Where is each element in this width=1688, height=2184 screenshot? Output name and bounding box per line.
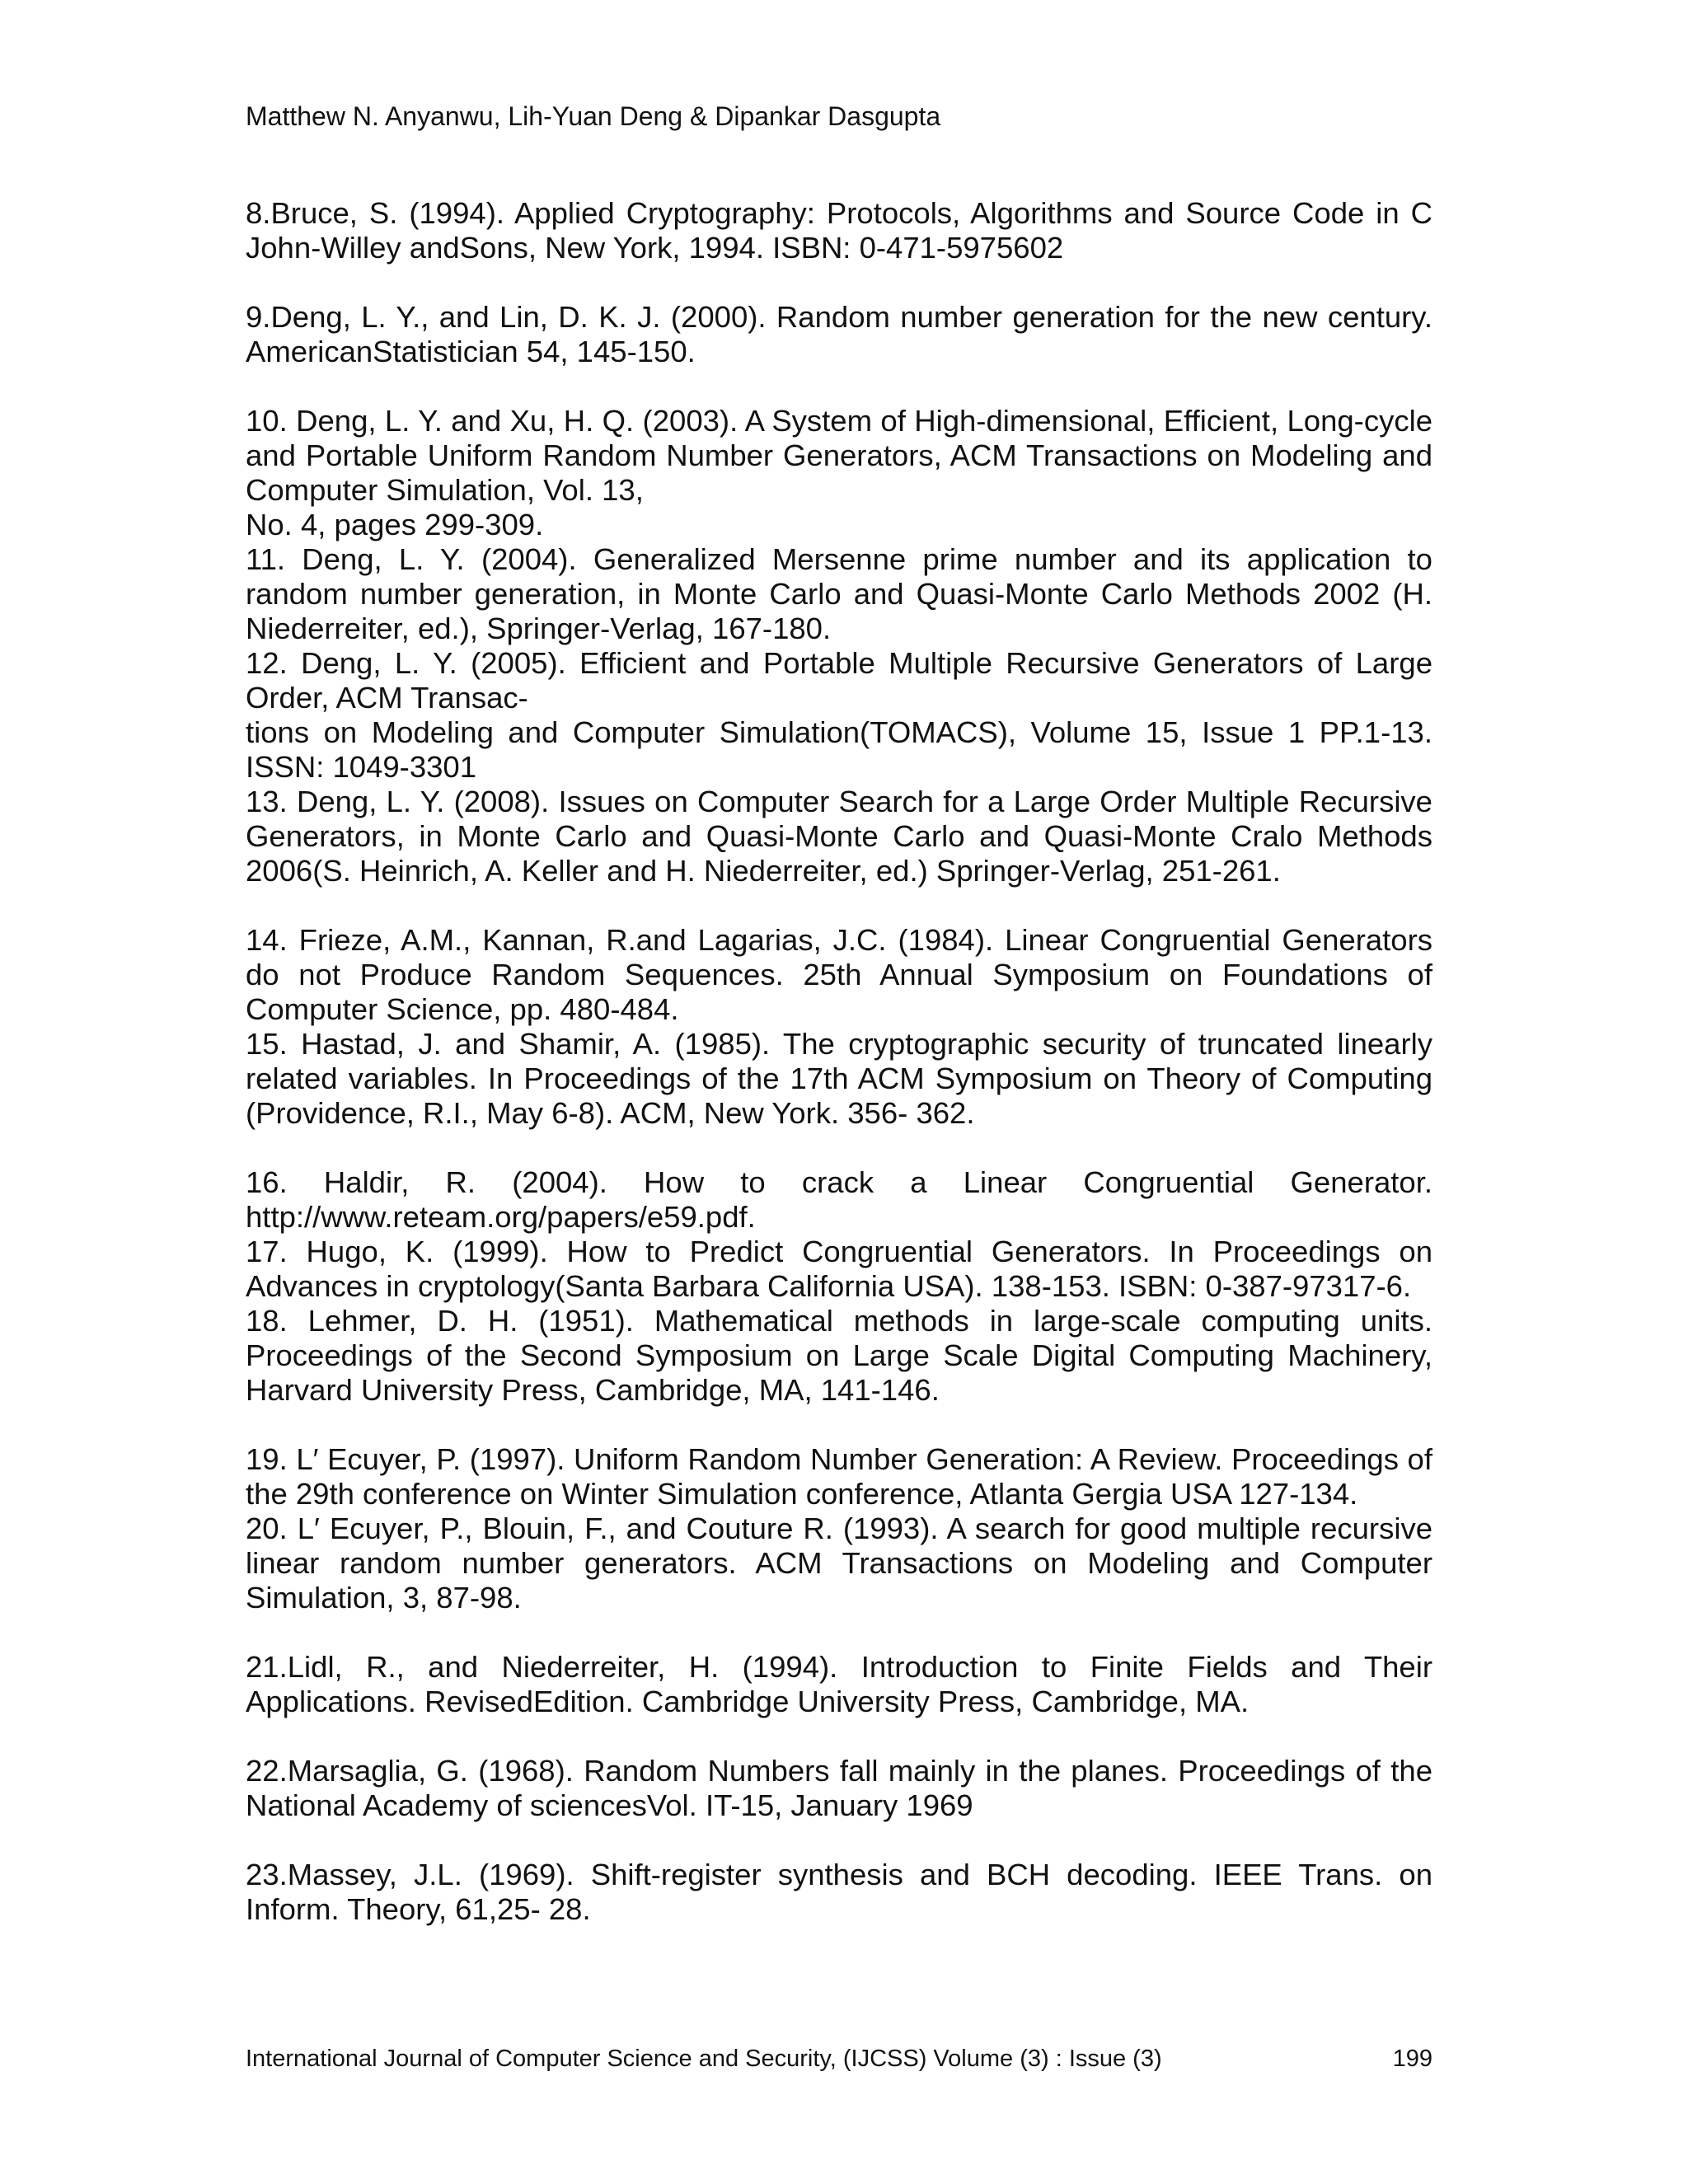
reference-entry: 15. Hastad, J. and Shamir, A. (1985). The cryptographic security of truncated linearly related variables. In Proceedings of the 17th ACM Symposium on Theory of Computing (Providence, R.I., May 6-8). ACM, New York. 356- 362. <box>246 1027 1432 1130</box>
reference-entry: 23.Massey, J.L. (1969). Shift-register synthesis and BCH decoding. IEEE Trans. on Inform. Theory, 61,25- 28. <box>246 1858 1432 1926</box>
reference-entry: tions on Modeling and Computer Simulation(TOMACS), Volume 15, Issue 1 PP.1-13. ISSN: 1049-3301 <box>246 715 1432 784</box>
reference-entry: 18. Lehmer, D. H. (1951). Mathematical methods in large-scale computing units. Proceedings of the Second Symposium on Large Scale Digital Computing Machinery, Harvard University Press, Cambridge, MA, 141-146. <box>246 1304 1432 1407</box>
reference-entry: 17. Hugo, K. (1999). How to Predict Congruential Generators. In Proceedings on Advances in cryptology(Santa Barbara California USA). 138-153. ISBN: 0-387-97317-6. <box>246 1235 1432 1303</box>
reference-entry: 13. Deng, L. Y. (2008). Issues on Computer Search for a Large Order Multiple Recursive Generators, in Monte Carlo and Quasi-Monte Carlo and Quasi-Monte Cralo Methods 2006(S. Heinrich, A. Keller and H. Niederreiter, ed.) Springer-Verlag, 251-261. <box>246 785 1432 888</box>
running-header-authors: Matthew N. Anyanwu, Lih-Yuan Deng & Dipankar Dasgupta <box>246 101 941 131</box>
reference-entry: 9.Deng, L. Y., and Lin, D. K. J. (2000). Random number generation for the new century. AmericanStatistician 54, 145-150. <box>246 300 1432 368</box>
reference-entry: No. 4, pages 299-309. <box>246 508 544 541</box>
reference-entry: 14. Frieze, A.M., Kannan, R.and Lagarias, J.C. (1984). Linear Congruential Generators do not Produce Random Sequences. 25th Annual Symposium on Foundations of Computer Science, pp. 480-484. <box>246 923 1432 1026</box>
footer-journal-title: International Journal of Computer Science and Security, (IJCSS) Volume (3) : Issue (3) <box>246 2046 1162 2072</box>
reference-entry: 12. Deng, L. Y. (2005). Efficient and Portable Multiple Recursive Generators of Large Order, ACM Transac- <box>246 646 1432 715</box>
reference-list <box>246 196 1432 1927</box>
reference-entry: 19. L′ Ecuyer, P. (1997). Uniform Random Number Generation: A Review. Proceedings of the 29th conference on Winter Simulation conference, Atlanta Gergia USA 127-134. <box>246 1442 1432 1511</box>
reference-entry: 11. Deng, L. Y. (2004). Generalized Mersenne prime number and its application to random number generation, in Monte Carlo and Quasi-Monte Carlo Methods 2002 (H. Niederreiter, ed.), Springer-Verlag, 167-180. <box>246 542 1432 645</box>
reference-entry: 21.Lidl, R., and Niederreiter, H. (1994). Introduction to Finite Fields and Their Applications. RevisedEdition. Cambridge University Press, Cambridge, MA. <box>246 1650 1432 1718</box>
reference-entry: 20. L′ Ecuyer, P., Blouin, F., and Couture R. (1993). A search for good multiple recursive linear random number generators. ACM Transactions on Modeling and Computer Simulation, 3, 87-98. <box>246 1511 1432 1615</box>
reference-entry: 16. Haldir, R. (2004). How to crack a Linear Congruential Generator. http://www.reteam.org/papers/e59.pdf. <box>246 1165 1432 1234</box>
reference-entry: 22.Marsaglia, G. (1968). Random Numbers fall mainly in the planes. Proceedings of the National Academy of sciencesVol. IT-15, January 1969 <box>246 1754 1432 1822</box>
footer-page-number: 199 <box>1392 2046 1432 2072</box>
reference-entry: 10. Deng, L. Y. and Xu, H. Q. (2003). A System of High-dimensional, Efficient, Long-cycle and Portable Uniform Random Number Generators, ACM Transactions on Modeling and Computer Simulation, Vol. 13, <box>246 404 1432 507</box>
reference-entry: 8.Bruce, S. (1994). Applied Cryptography: Protocols, Algorithms and Source Code in C John-Willey andSons, New York, 1994. ISBN: 0-471-5975602 <box>246 196 1432 265</box>
